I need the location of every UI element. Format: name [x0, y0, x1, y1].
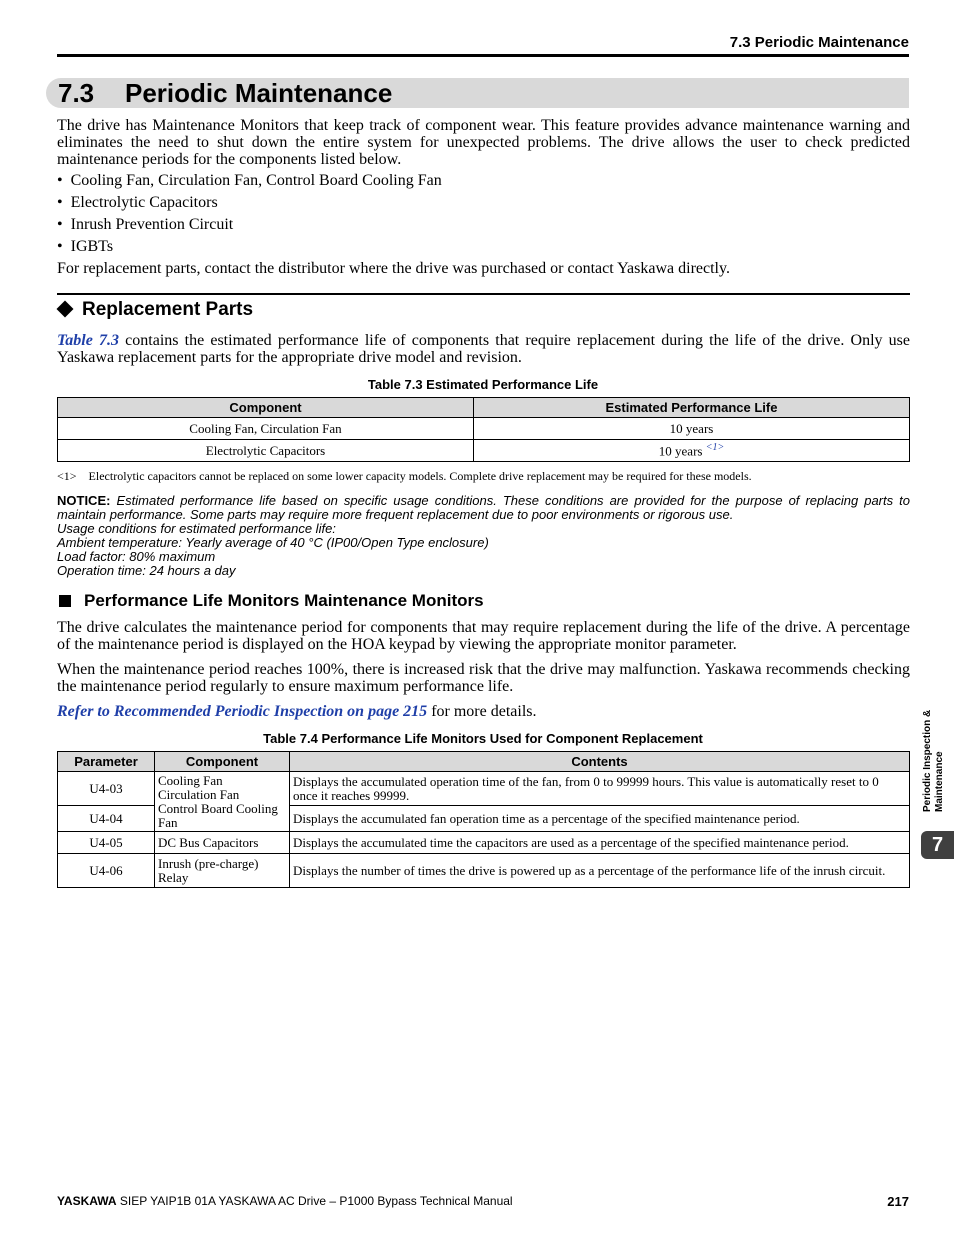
table-7-3-link[interactable]: Table 7.3: [57, 332, 120, 349]
page-number: 217: [887, 1194, 909, 1209]
table-row: [58, 854, 910, 888]
intro-paragraph: The drive has Maintenance Monitors that keep track of component wear. This feature provides advance maintenance warning and eliminates the need to shut down the entire system for unexpected problems. The drive allows the user to check predicted maintenance periods for the components listed below.: [57, 117, 910, 168]
section-title: Replacement Parts: [82, 299, 254, 320]
chapter-heading: [46, 78, 909, 108]
list-item: • IGBTs: [57, 238, 114, 255]
table-cell: Displays the accumulated operation time of the fan, from 0 to 99999 hours. This value is automatically reset to 0 once it reaches 99999.: [290, 772, 910, 806]
table-cell: 10 years: [474, 418, 910, 440]
table-row: [58, 832, 910, 854]
table-cell: Cooling Fan, Circulation Fan: [58, 418, 474, 440]
intro-closing: For replacement parts, contact the distributor where the drive was purchased or contact Yaskawa directly.: [57, 260, 730, 277]
table-footnote: <1> Electrolytic capacitors cannot be replaced on some lower capacity models. Complete drive replacement may be required for these models.: [57, 469, 752, 483]
square-bullet-icon: [59, 595, 71, 607]
estimated-life-table: [57, 397, 910, 462]
section-heading: [57, 298, 253, 322]
table-cell: U4-04: [58, 806, 155, 832]
list-item: • Inrush Prevention Circuit: [57, 216, 234, 233]
footer-brand: YASKAWA: [57, 1194, 117, 1208]
diamond-bullet-icon: [57, 300, 74, 317]
list-item: • Cooling Fan, Circulation Fan, Control Board Cooling Fan: [57, 172, 442, 189]
table-header-row: [58, 398, 910, 418]
notice-block: [57, 494, 910, 578]
list-item: • Electrolytic Capacitors: [57, 194, 218, 211]
table-cell: Displays the accumulated time the capacitors are used as a percentage of the specified maintenance period.: [290, 832, 910, 854]
table-7-3-caption: Table 7.3 Estimated Performance Life: [367, 377, 599, 392]
table-cell: U4-03: [58, 772, 155, 806]
table-cell: Displays the accumulated fan operation time as a percentage of the specified maintenance period.: [290, 806, 910, 832]
monitor-table: [57, 751, 910, 888]
table-row: [58, 440, 910, 462]
subsection-paragraph-1: The drive calculates the maintenance period for components that may require replacement during the life of the drive. A percentage of the maintenance period is displayed on the HOA keypad by viewing the appropriate monitor parameter.: [57, 619, 910, 653]
footer-document-info: YASKAWA SIEP YAIP1B 01A YASKAWA AC Drive – P1000 Bypass Technical Manual: [57, 1194, 513, 1208]
column-header: Estimated Performance Life: [474, 398, 910, 418]
subsection-paragraph-2: When the maintenance period reaches 100%, there is increased risk that the drive may malfunction. Yaskawa recommends checking the maintenance period regularly to ensure maximum performance life.: [57, 661, 910, 695]
table-cell: U4-06: [58, 854, 155, 888]
table-cell: U4-05: [58, 832, 155, 854]
notice-paragraph: NOTICE: Estimated performance life based on specific usage conditions. These conditions are provided for the purpose of replacing parts to maintain performance. Some parts may require more frequent replacement due to poor environments or rigorous use.: [57, 493, 910, 522]
notice-label: NOTICE:: [57, 493, 111, 508]
table-cell: Inrush (pre-charge) Relay: [155, 854, 290, 888]
section-paragraph: Table 7.3 contains the estimated performance life of components that require replacement during the life of the drive. Only use Yaskawa replacement parts for the appropriate drive model and revision.: [57, 332, 910, 366]
notice-line: Operation time: 24 hours a day: [57, 563, 236, 578]
table-cell: DC Bus Capacitors: [155, 832, 290, 854]
running-header: 7.3 Periodic Maintenance: [729, 34, 909, 51]
reference-line: Refer to Recommended Periodic Inspection on page 215 for more details.: [57, 703, 537, 720]
column-header: Component: [155, 752, 290, 772]
table-row: [58, 772, 910, 806]
chapter-title: Periodic Maintenance: [125, 78, 393, 108]
section-rule: [57, 293, 910, 295]
table-cell: Electrolytic Capacitors: [58, 440, 474, 462]
subsection-heading: [57, 590, 484, 612]
column-header: Contents: [290, 752, 910, 772]
table-7-4-caption: Table 7.4 Performance Life Monitors Used for Component Replacement: [263, 731, 703, 746]
subsection-title: Performance Life Monitors Maintenance Monitors: [84, 591, 484, 610]
table-cell: 10 years $^{<1>}$: [474, 440, 910, 462]
header-rule: [57, 54, 909, 57]
periodic-inspection-link[interactable]: Refer to Recommended Periodic Inspection on page 215: [57, 703, 428, 720]
chapter-number: 7.3: [58, 78, 95, 108]
notice-line: Load factor: 80% maximum: [57, 549, 216, 564]
side-tab-chapter-number[interactable]: 7: [921, 831, 954, 859]
column-header: Parameter: [58, 752, 155, 772]
footnote-ref-link[interactable]: <1>: [705, 441, 725, 453]
notice-line: Usage conditions for estimated performance life:: [57, 521, 336, 536]
column-header: Component: [58, 398, 474, 418]
component-bullet-list: [57, 172, 442, 260]
table-cell: Cooling Fan Circulation Fan Control Board Cooling Fan: [155, 772, 290, 832]
table-row: [58, 418, 910, 440]
notice-line: Ambient temperature: Yearly average of 40 °C (IP00/Open Type enclosure): [57, 535, 489, 550]
table-header-row: [58, 752, 910, 772]
side-tab-label: Periodic Inspection & Maintenance: [922, 709, 945, 812]
table-cell: Displays the number of times the drive is powered up as a percentage of the performance life of the inrush circuit.: [290, 854, 910, 888]
